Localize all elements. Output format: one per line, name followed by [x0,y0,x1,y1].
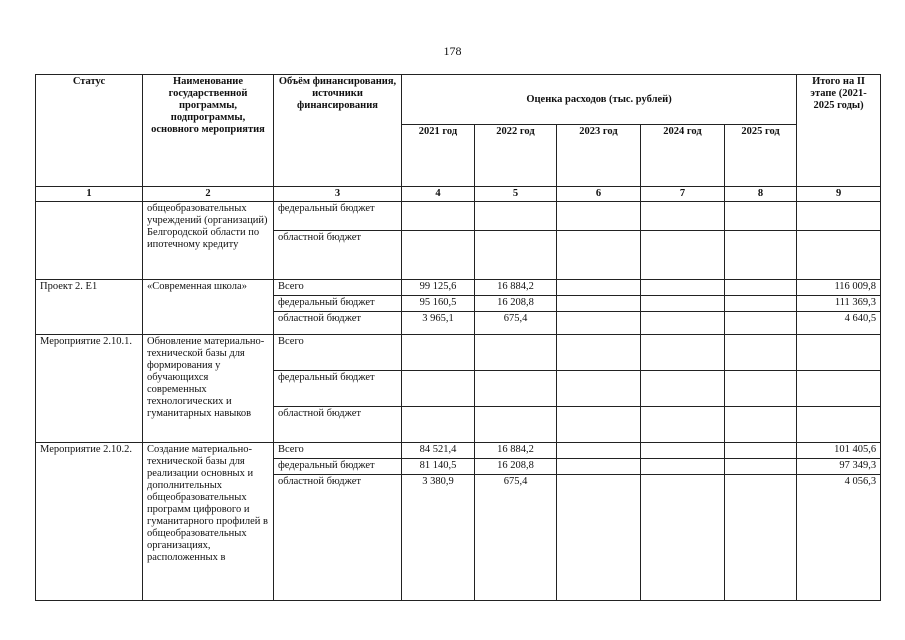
cell-2022: 675,4 [475,475,557,601]
row-program-name: общеобразовательных учреждений (организаций) Белгородской области по ипотечному кредиту [143,202,274,280]
cell-2024 [641,335,725,371]
cell-total: 4 056,3 [797,475,881,601]
cell-2024 [641,202,725,231]
cell-2021: 99 125,6 [402,280,475,296]
cell-2021 [402,371,475,407]
cell-2021: 3 380,9 [402,475,475,601]
column-number-row [36,187,881,202]
row-source: федеральный бюджет [274,296,402,312]
cell-2024 [641,312,725,335]
cell-2022 [475,407,557,443]
column-number: 3 [274,187,402,202]
row-source: областной бюджет [274,312,402,335]
cell-2021 [402,407,475,443]
cell-2023 [557,335,641,371]
cell-2025 [725,443,797,459]
cell-2024 [641,459,725,475]
row-source: областной бюджет [274,475,402,601]
cell-2025 [725,280,797,296]
row-source: федеральный бюджет [274,202,402,231]
cell-2022 [475,335,557,371]
cell-2022 [475,231,557,280]
header-year-2023: 2023 год [557,125,641,187]
cell-2021 [402,202,475,231]
row-source: Всего [274,280,402,296]
column-number: 1 [36,187,143,202]
cell-2022: 16 208,8 [475,459,557,475]
row-program-name: Обновление материально-технической базы для формирования у обучающихся современных технологических и гуманитарных навыков [143,335,274,443]
table-row [36,280,881,296]
cell-2022: 16 884,2 [475,443,557,459]
cell-2024 [641,231,725,280]
row-source: областной бюджет [274,231,402,280]
cell-2021: 84 521,4 [402,443,475,459]
cell-2024 [641,296,725,312]
cell-2021: 3 965,1 [402,312,475,335]
cell-2025 [725,371,797,407]
cell-2024 [641,280,725,296]
header-estimate: Оценка расходов (тыс. рублей) [402,75,797,125]
column-number: 4 [402,187,475,202]
cell-2024 [641,475,725,601]
cell-2025 [725,231,797,280]
column-number: 6 [557,187,641,202]
cell-2023 [557,459,641,475]
header-year-2022: 2022 год [475,125,557,187]
row-source: федеральный бюджет [274,459,402,475]
cell-2023 [557,231,641,280]
cell-2021 [402,335,475,371]
cell-total: 4 640,5 [797,312,881,335]
column-number: 8 [725,187,797,202]
header-year-2021: 2021 год [402,125,475,187]
row-source: федеральный бюджет [274,371,402,407]
cell-2023 [557,296,641,312]
cell-2023 [557,407,641,443]
cell-total [797,407,881,443]
row-source: областной бюджет [274,407,402,443]
table-row [36,443,881,459]
header-status: Статус [36,75,143,187]
cell-2024 [641,371,725,407]
row-source: Всего [274,443,402,459]
table-row [36,202,881,231]
cell-2022: 16 208,8 [475,296,557,312]
row-status: Мероприятие 2.10.2. [36,443,143,601]
header-program-name: Наименование государственной программы, подпрограммы, основного мероприятия [143,75,274,187]
cell-2023 [557,443,641,459]
header-year-2025: 2025 год [725,125,797,187]
cell-2023 [557,371,641,407]
header-total: Итого на II этапе (2021-2025 годы) [797,75,881,187]
row-status: Мероприятие 2.10.1. [36,335,143,443]
row-program-name: Создание материально-технической базы для реализации основных и дополнительных общеобразовательных программ цифрового и гуманитарного профилей в общеобразовательных организациях, расположенных в [143,443,274,601]
cell-2025 [725,202,797,231]
cell-total [797,202,881,231]
cell-2023 [557,312,641,335]
cell-total [797,231,881,280]
cell-2022 [475,202,557,231]
cell-2024 [641,407,725,443]
cell-2025 [725,296,797,312]
cell-2021: 95 160,5 [402,296,475,312]
cell-2022: 675,4 [475,312,557,335]
cell-2022 [475,371,557,407]
cell-2023 [557,280,641,296]
cell-total: 111 369,3 [797,296,881,312]
cell-total [797,335,881,371]
column-number: 9 [797,187,881,202]
column-number: 2 [143,187,274,202]
cell-2022: 16 884,2 [475,280,557,296]
page-number: 178 [443,44,462,58]
cell-2025 [725,475,797,601]
column-number: 5 [475,187,557,202]
cell-total [797,371,881,407]
cell-2021 [402,231,475,280]
cell-2024 [641,443,725,459]
cell-2025 [725,335,797,371]
cell-2025 [725,459,797,475]
row-program-name: «Современная школа» [143,280,274,335]
cell-total: 116 009,8 [797,280,881,296]
column-number: 7 [641,187,725,202]
cell-2025 [725,407,797,443]
row-status [36,202,143,280]
cell-2023 [557,475,641,601]
cell-total: 101 405,6 [797,443,881,459]
header-funding: Объём финансирования, источники финансирования [274,75,402,187]
row-status: Проект 2. Е1 [36,280,143,335]
cell-2021: 81 140,5 [402,459,475,475]
budget-table [35,74,881,601]
cell-2025 [725,312,797,335]
table-row [36,335,881,371]
cell-total: 97 349,3 [797,459,881,475]
row-source: Всего [274,335,402,371]
header-year-2024: 2024 год [641,125,725,187]
cell-2023 [557,202,641,231]
